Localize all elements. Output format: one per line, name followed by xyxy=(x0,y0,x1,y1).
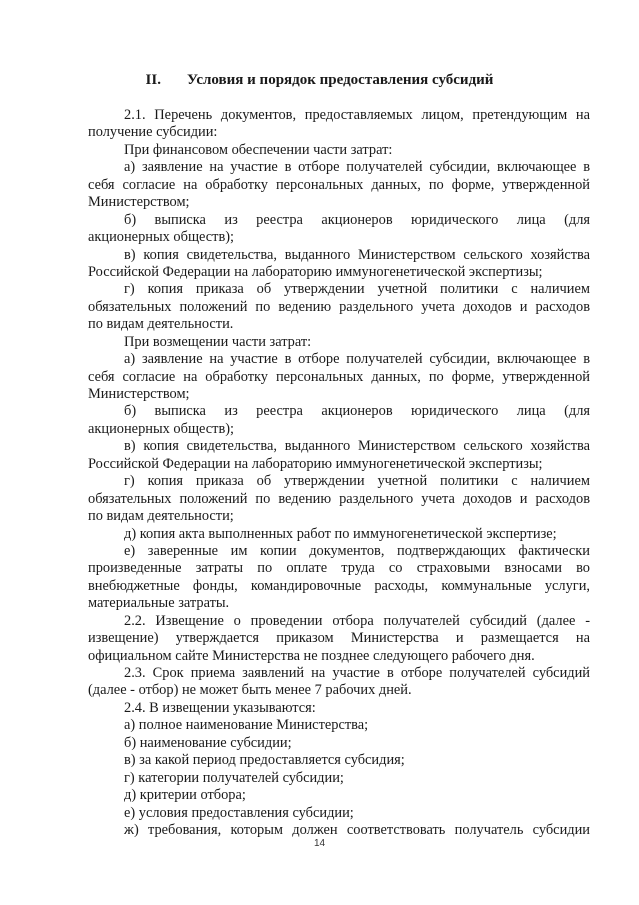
section-number: II. xyxy=(145,72,161,88)
text-line: материальные затраты. xyxy=(88,595,230,612)
text-line: Министерством; xyxy=(88,386,190,402)
text-line: 2.4. В извещении указываются: xyxy=(124,699,316,716)
text-line: обязательных положений по ведению раздельного учета доходов и расходов xyxy=(88,490,590,507)
text-line: а) полное наименование Министерства; xyxy=(124,717,369,734)
text-line: по видам деятельности. xyxy=(88,316,234,333)
text-line: д) копия акта выполненных работ по иммуногенетической экспертизе; xyxy=(124,525,557,542)
text-line: получение субсидии: xyxy=(88,124,218,141)
text-line: в) копия свидетельства, выданного Министерством сельского хозяйства xyxy=(124,246,590,263)
text-line: а) заявление на участие в отборе получателей субсидии, включающее в xyxy=(124,159,590,176)
text-line: При возмещении части затрат: xyxy=(124,333,312,350)
text-line: г) копия приказа об утверждении учетной политики с наличием xyxy=(124,281,590,298)
text-line: 2.2. Извещение о проведении отбора получателей субсидий (далее - xyxy=(124,612,590,629)
text-line: 2.1. Перечень документов, предоставляемых лицом, претендующим на xyxy=(124,107,590,123)
text-line: (далее - отбор) не может быть менее 7 рабочих дней. xyxy=(88,682,412,699)
text-line: в) за какой период предоставляется субсидия; xyxy=(124,752,405,769)
text-line: себя согласие на обработку персональных данных, по форме, утвержденной xyxy=(88,368,590,385)
text-line: внебюджетные фонды, командировочные расходы, коммунальные услуги, xyxy=(88,577,590,594)
text-line: по видам деятельности; xyxy=(88,508,234,525)
section-heading xyxy=(0,70,639,90)
section-title: Условия и порядок предоставления субсидий xyxy=(186,72,494,88)
text-line: произведенные затраты по оплате труда со страховыми взносами во xyxy=(88,560,590,577)
text-line: б) наименование субсидии; xyxy=(124,734,292,751)
text-line: акционерных обществ); xyxy=(88,420,235,437)
text-line: а) заявление на участие в отборе получателей субсидии, включающее в xyxy=(124,351,590,368)
text-line: ж) требования, которым должен соответствовать получатель субсидии xyxy=(124,821,590,838)
text-line: 2.3. Срок приема заявлений на участие в отборе получателей субсидий xyxy=(124,665,590,681)
text-line: обязательных положений по ведению раздельного учета доходов и расходов xyxy=(88,298,590,315)
text-line: б) выписка из реестра акционеров юридического лица (для xyxy=(124,211,590,228)
text-line: акционерных обществ); xyxy=(88,229,235,246)
text-line: г) копия приказа об утверждении учетной политики с наличием xyxy=(124,473,590,490)
text-line: При финансовом обеспечении части затрат: xyxy=(124,141,393,158)
text-line: Российской Федерации на лабораторию иммуногенетической экспертизы; xyxy=(88,263,543,280)
page-number: 14 xyxy=(313,838,326,849)
text-line: извещение) утверждается приказом Министерства и размещается на xyxy=(88,630,590,647)
text-line: е) условия предоставления субсидии; xyxy=(124,804,354,821)
text-line: Министерством; xyxy=(88,194,190,211)
text-line: д) критерии отбора; xyxy=(124,787,246,804)
text-line: себя согласие на обработку персональных данных, по форме, утвержденной xyxy=(88,176,590,193)
text-line: г) категории получателей субсидии; xyxy=(124,769,344,786)
text-line: б) выписка из реестра акционеров юридического лица (для xyxy=(124,403,590,420)
text-line: Российской Федерации на лабораторию иммуногенетической экспертизы; xyxy=(88,455,543,472)
document-body xyxy=(88,107,590,839)
text-line: официальном сайте Министерства не позднее следующего рабочего дня. xyxy=(88,647,535,664)
text-line: е) заверенные им копии документов, подтверждающих фактически xyxy=(124,542,590,559)
text-line: в) копия свидетельства, выданного Министерством сельского хозяйства xyxy=(124,438,590,455)
